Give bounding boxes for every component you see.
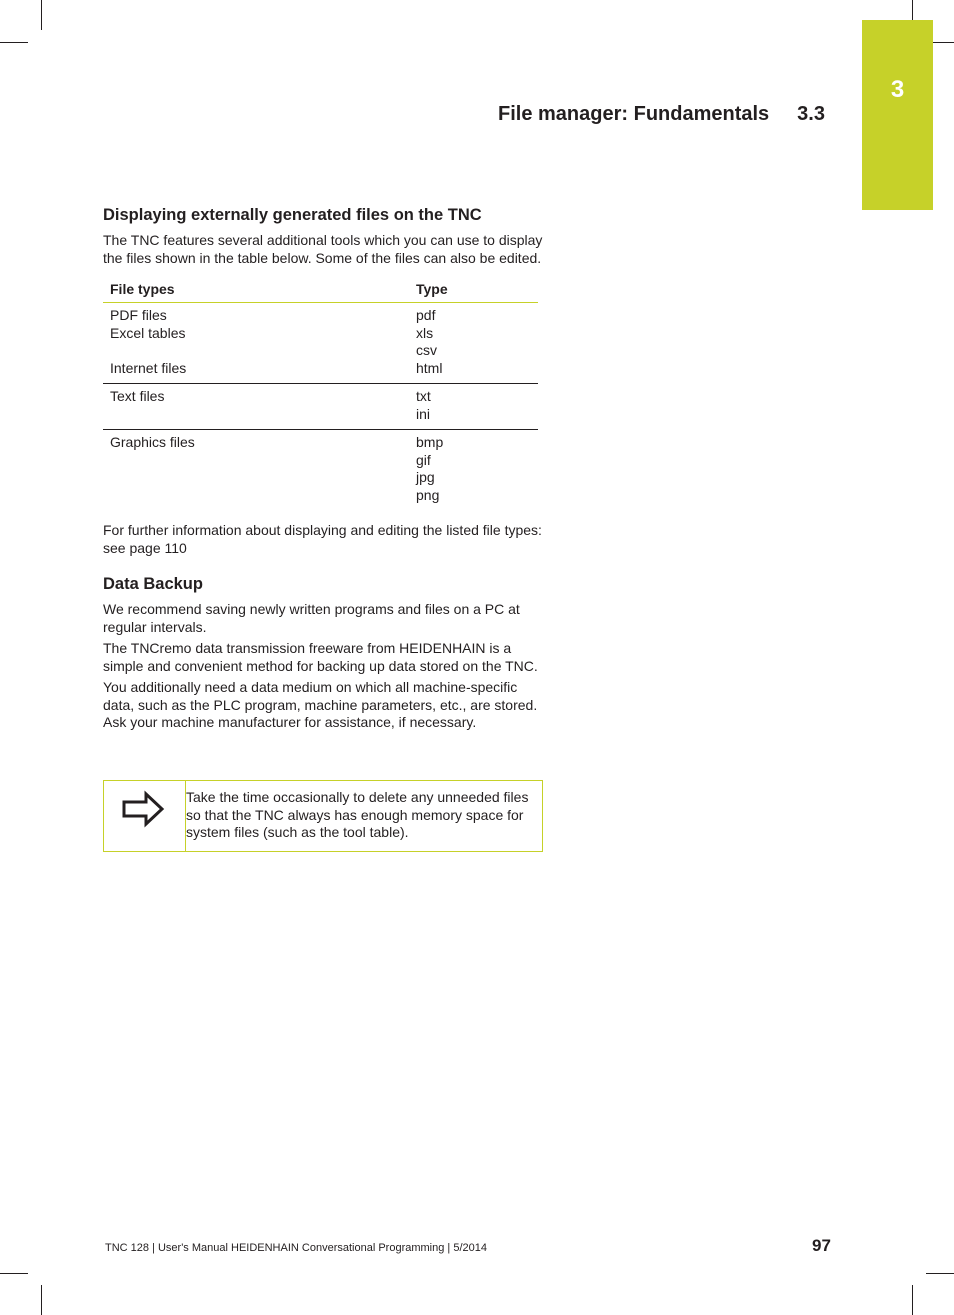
further-info-paragraph: For further information about displaying and editing the listed file types: see page 110 — [103, 522, 542, 556]
file-type-name: Text files — [110, 388, 165, 404]
file-extension: html — [416, 359, 443, 376]
table-row — [103, 384, 538, 430]
note-box — [103, 780, 543, 852]
main-content — [103, 204, 545, 736]
footer-text: TNC 128 | User's Manual HEIDENHAIN Conversational Programming | 5/2014 — [105, 1242, 487, 1254]
file-extensions — [409, 430, 538, 511]
file-extension: pdf — [416, 307, 436, 323]
backup-paragraph: We recommend saving newly written programs and files on a PC at regular intervals. — [103, 601, 520, 635]
crop-mark — [41, 0, 42, 30]
crop-mark — [912, 1285, 913, 1315]
column-header-file-types: File types — [103, 275, 409, 303]
running-head-section: 3.3 — [797, 103, 825, 125]
chapter-number: 3 — [890, 76, 905, 103]
intro-paragraph: The TNC features several additional tools which you can use to display the files shown in the table below. Some of the files can also be edited. — [103, 232, 543, 266]
crop-mark — [0, 1273, 28, 1274]
table-row — [103, 430, 538, 511]
section-heading-external-files: Displaying externally generated files on the TNC — [103, 206, 482, 224]
file-type-name: Internet files — [110, 359, 187, 376]
file-extension: png — [416, 486, 440, 503]
file-extension: bmp — [416, 434, 444, 450]
running-head-title: File manager: Fundamentals — [498, 103, 770, 125]
file-extension: gif — [416, 451, 431, 468]
note-text: Take the time occasionally to delete any unneeded files so that the TNC always has enough memory space for system files (such as the tool table). — [186, 789, 529, 840]
table-header-row — [103, 275, 538, 303]
file-extension: txt — [416, 388, 431, 404]
arrow-right-icon — [118, 789, 168, 829]
file-type-name: Graphics files — [110, 434, 195, 450]
backup-paragraph: You additionally need a data medium on which all machine-specific data, such as the PLC program, machine parameters, etc., are stored. Ask your machine manufacturer for assistance, if necessary. — [103, 679, 538, 730]
file-type-name — [110, 342, 402, 360]
table-row — [103, 303, 538, 384]
section-heading-data-backup: Data Backup — [103, 575, 203, 593]
file-extension: jpg — [416, 469, 435, 485]
running-head — [498, 103, 825, 126]
column-header-type: Type — [409, 275, 538, 303]
crop-mark — [912, 0, 913, 20]
chapter-tab — [862, 20, 933, 210]
file-extensions — [409, 303, 538, 384]
file-type-names — [103, 384, 409, 430]
crop-mark — [926, 1273, 954, 1274]
file-extensions — [409, 384, 538, 430]
file-types-table — [103, 275, 538, 510]
file-extension: ini — [416, 405, 431, 422]
file-extension: xls — [416, 324, 434, 341]
page-number: 97 — [812, 1236, 831, 1255]
file-type-name: Excel tables — [110, 324, 186, 341]
file-type-names — [103, 430, 409, 511]
crop-mark — [0, 42, 28, 43]
file-extension: csv — [416, 342, 437, 358]
file-type-names — [103, 303, 409, 384]
backup-paragraph: The TNCremo data transmission freeware from HEIDENHAIN is a simple and convenient method for backing up data stored on the TNC. — [103, 640, 538, 674]
crop-mark — [41, 1285, 42, 1315]
file-type-name: PDF files — [110, 307, 167, 323]
